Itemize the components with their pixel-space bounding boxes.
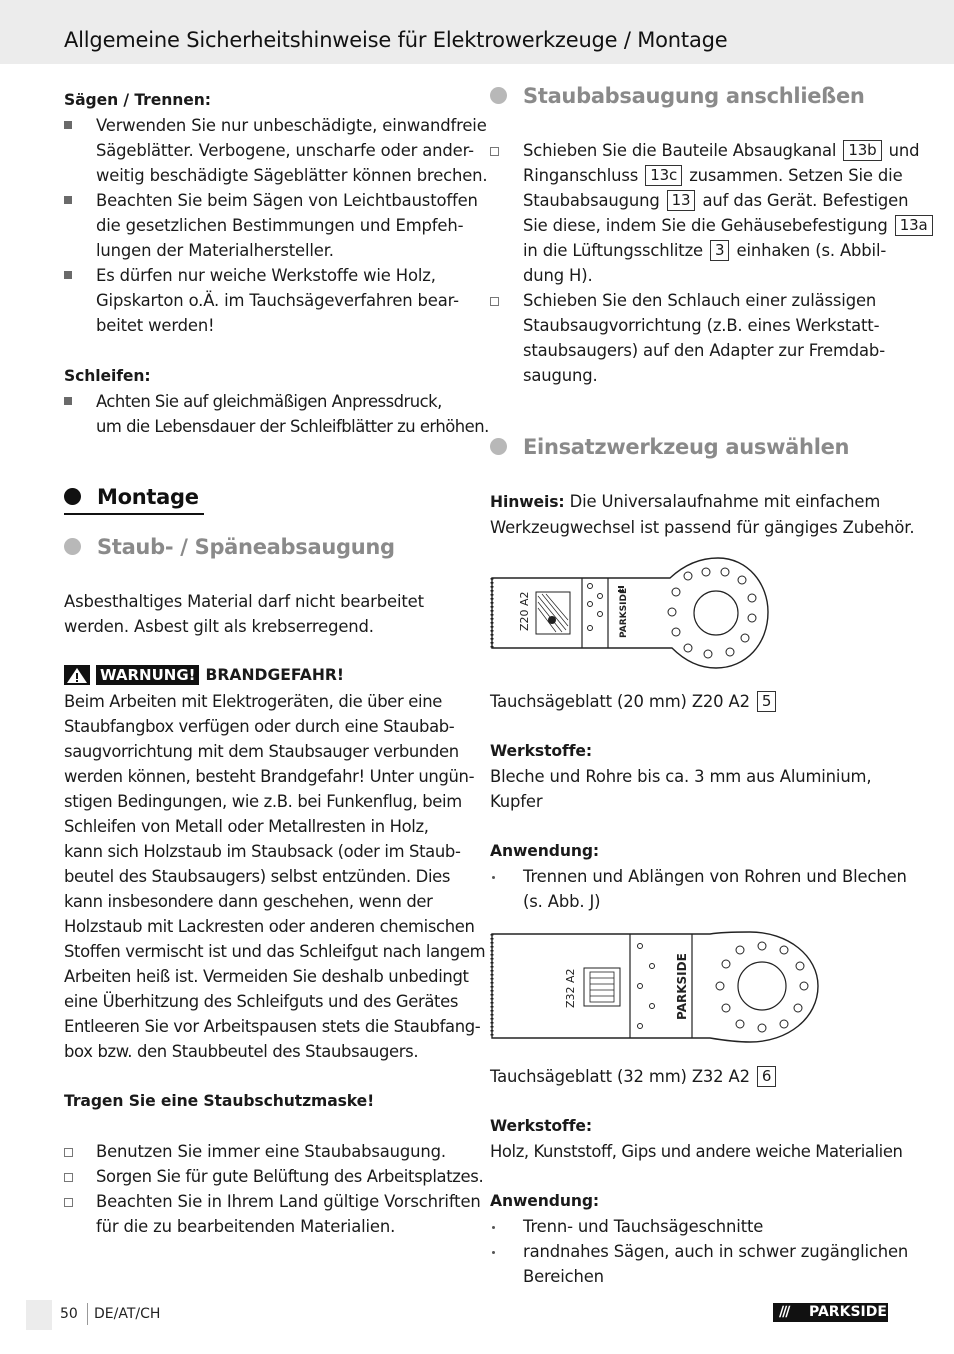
logo-stripes-icon: ∕∕∕ — [779, 1304, 789, 1320]
warning-header — [64, 664, 344, 686]
ref-13a: 13a — [895, 215, 933, 236]
blade1-code: Z20 A2 — [518, 591, 531, 631]
parkside-logo: ∕∕∕ PARKSIDE — [773, 1303, 888, 1322]
einsatzwerkzeug-heading: Einsatzwerkzeug auswählen — [490, 435, 849, 459]
list-item: Beachten Sie in Ihrem Land gültige Vorschriften für die zu bearbeitenden Materialien. — [96, 1192, 481, 1236]
ref-6: 6 — [757, 1066, 776, 1087]
list-item: Sorgen Sie für gute Belüftung des Arbeitsplatzes. — [96, 1167, 484, 1186]
staub-heading: Staub- / Späneabsaugung — [64, 535, 395, 559]
heading-underline — [64, 513, 204, 515]
list-item: randnahes Sägen, auch in schwer zugänglichen Bereichen — [523, 1242, 909, 1286]
checkbox-bullet-icon — [490, 147, 499, 156]
ref-13: 13 — [667, 190, 696, 211]
staubabsaugung-heading: Staubabsaugung anschließen — [490, 84, 865, 108]
list-item: Trenn- und Tauchsägeschnitte — [523, 1217, 764, 1236]
page-number: 50 — [60, 1306, 78, 1322]
page-title: Allgemeine Sicherheitshinweise für Elektrowerkzeuge / Montage — [64, 28, 728, 52]
dot-bullet-icon — [492, 1251, 495, 1254]
list-item: Achten Sie auf gleichmäßigen Anpressdruck, um die Lebensdauer der Schleifblätter zu erhöhen. — [96, 392, 489, 436]
blade1-brand: PARKSIDE — [619, 587, 629, 638]
section-dot-icon — [64, 488, 81, 505]
ref-13b: 13b — [843, 140, 881, 161]
section-dot-icon — [490, 87, 507, 104]
checkbox-bullet-icon — [64, 1148, 73, 1157]
werkstoffe1-label: Werkstoffe: — [490, 742, 593, 760]
warning-label: WARNUNG! — [96, 665, 199, 685]
section-dot-icon — [64, 538, 81, 555]
warning-triangle-icon — [64, 665, 90, 685]
werkstoffe2-label: Werkstoffe: — [490, 1117, 593, 1135]
checkbox-bullet-icon — [490, 297, 499, 306]
blade2-brand: PARKSIDE — [675, 953, 689, 1020]
saegen-heading: Sägen / Trennen: — [64, 91, 211, 109]
blade1-caption: Tauchsägeblatt (20 mm) Z20 A2 5 — [490, 689, 778, 714]
list-item: Schieben Sie den Schlauch einer zulässigen Staubsaugvorrichtung (z.B. eines Werkstatt- staubsaugers) auf den Adapter zur Fremdab- saugung. — [523, 291, 885, 385]
list-item: Es dürfen nur weiche Werkstoffe wie Holz, Gipskarton o.Ä. im Tauchsägeverfahren bear- beitet werden! — [96, 266, 459, 335]
ref-5: 5 — [757, 691, 776, 712]
footer-box — [26, 1300, 52, 1330]
bullet-icon — [64, 397, 72, 405]
list-item: Beachten Sie beim Sägen von Leichtbaustoffen die gesetzlichen Bestimmungen und Empfeh- lungen der Materialhersteller. — [96, 191, 478, 260]
hinweis-text: Hinweis: Die Universalaufnahme mit einfachem Werkzeugwechsel ist passend für gängiges Zubehör. — [490, 492, 915, 537]
anwendung1-label: Anwendung: — [490, 842, 600, 860]
bullet-icon — [64, 121, 72, 129]
blade-z20-illustration — [490, 556, 770, 671]
footer-region: DE/AT/CH — [94, 1306, 161, 1322]
list-item: Schieben Sie die Bauteile Absaugkanal 13b und Ringanschluss 13c zusammen. Setzen Sie die Staubabsaugung 13 auf das Gerät. Befestigen Sie diese, indem Sie die Gehäusebefestigung 13a in die Lüftungsschlitze 3 einhaken (s. Abbil- dung H). — [523, 138, 935, 288]
list-item: Benutzen Sie immer eine Staubabsaugung. — [96, 1142, 446, 1161]
checkbox-bullet-icon — [64, 1198, 73, 1207]
footer-divider — [87, 1303, 88, 1325]
bullet-icon — [64, 271, 72, 279]
asbest-text: Asbesthaltiges Material darf nicht bearbeitet werden. Asbest gilt als krebserregend. — [64, 592, 424, 636]
blade2-code: Z32 A2 — [564, 968, 577, 1008]
mask-note: Tragen Sie eine Staubschutzmaske! — [64, 1092, 375, 1110]
list-item: Verwenden Sie nur unbeschädigte, einwandfreie Sägeblätter. Verbogene, unscharfe oder ander- weitig beschädigte Sägeblätter können brechen. — [96, 116, 488, 185]
checkbox-bullet-icon — [64, 1173, 73, 1182]
dot-bullet-icon — [492, 1226, 495, 1229]
blade2-caption: Tauchsägeblatt (32 mm) Z32 A2 6 — [490, 1064, 778, 1089]
anwendung2-label: Anwendung: — [490, 1192, 600, 1210]
bullet-icon — [64, 196, 72, 204]
section-dot-icon — [490, 438, 507, 455]
dot-bullet-icon — [492, 876, 495, 879]
list-item: Trennen und Ablängen von Rohren und Blechen (s. Abb. J) — [523, 867, 907, 911]
montage-heading: Montage — [64, 485, 199, 509]
werkstoffe2-text: Holz, Kunststoff, Gips und andere weiche Materialien — [490, 1142, 903, 1161]
werkstoffe1-text: Bleche und Rohre bis ca. 3 mm aus Aluminium, Kupfer — [490, 767, 872, 811]
blade-z32-illustration — [490, 930, 820, 1045]
warning-title: BRANDGEFAHR! — [205, 665, 344, 684]
schleifen-heading: Schleifen: — [64, 367, 151, 385]
warning-body: Beim Arbeiten mit Elektrogeräten, die über eine Staubfangbox verfügen oder durch eine Staubab- saugvorrichtung mit dem Staubsauger verbunden werden können, besteht Brandgefahr! Unter ungün- stigen Bedingungen, wie z.B. bei Funkenflug, beim Schleifen von Metall oder Metallresten in Holz, kann sich Holzstaub im Staubsack (oder im Staub- beutel des Staubsaugers) selbst entzünden. Dies kann insbesondere dann geschehen, wenn der Holzstaub mit Lackresten oder anderen chemischen Stoffen vermischt ist und das Schleifgut nach langem Arbeiten heiß ist. Vermeiden Sie deshalb unbedingt eine Überhitzung des Schleifguts und des Gerätes Entleeren Sie vor Arbeitspausen stets die Staubfang- box bzw. den Staubbeutel des Staubsaugers. — [64, 692, 486, 1061]
ref-13c: 13c — [645, 165, 682, 186]
ref-3: 3 — [710, 240, 729, 261]
